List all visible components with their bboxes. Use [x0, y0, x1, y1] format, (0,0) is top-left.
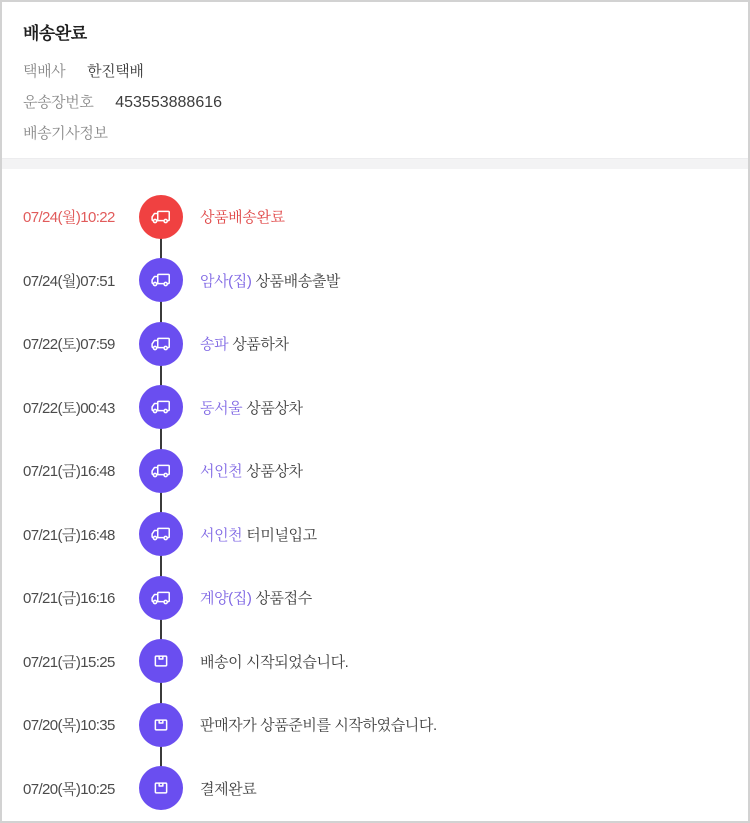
event-description: [200, 270, 340, 291]
event-datetime: 07/24(월)07:51: [23, 272, 115, 290]
event-location: 서인천: [200, 463, 243, 481]
event-datetime: 07/21(금)15:25: [23, 653, 115, 671]
timeline-event-row: [2, 757, 748, 821]
box-icon: [139, 703, 183, 747]
event-location: 송파: [200, 336, 229, 354]
event-description: [200, 651, 348, 672]
box-icon: [139, 766, 183, 810]
event-datetime: 07/22(토)07:59: [23, 336, 115, 354]
truck-icon: [139, 322, 183, 366]
timeline-event-row: [2, 376, 748, 440]
timeline-event-row: [2, 185, 748, 249]
courier-row: [23, 61, 748, 82]
timeline-event-row: [2, 312, 748, 376]
courier-label: 택배사: [23, 63, 66, 80]
event-datetime: 07/20(목)10:35: [23, 717, 115, 735]
event-description: [200, 206, 285, 227]
section-divider: [2, 158, 748, 169]
truck-icon: [139, 385, 183, 429]
event-status-text: 상품상차: [246, 463, 303, 481]
tracking-number-row: [23, 92, 748, 113]
event-datetime: 07/21(금)16:48: [23, 463, 115, 481]
event-description: [200, 714, 437, 735]
timeline-event-row: [2, 503, 748, 567]
page-title: 배송완료: [23, 24, 87, 43]
event-datetime: 07/20(목)10:25: [23, 780, 115, 798]
event-description: [200, 524, 317, 545]
event-location: 서인천: [200, 526, 243, 544]
event-datetime: 07/21(금)16:16: [23, 590, 115, 608]
event-status-text: 배송이 시작되었습니다.: [200, 653, 349, 671]
event-status-text: 상품배송완료: [200, 209, 285, 227]
event-status-text: 결제완료: [200, 780, 257, 798]
tracking-timeline: [2, 169, 748, 820]
truck-icon: [139, 449, 183, 493]
event-datetime: 07/24(월)10:22: [23, 209, 115, 227]
tracking-number-value: 453553888616: [115, 94, 223, 111]
truck-icon: [139, 195, 183, 239]
truck-icon: [139, 512, 183, 556]
event-description: [200, 397, 303, 418]
shipment-summary: [2, 2, 748, 158]
truck-icon: [139, 258, 183, 302]
event-description: [200, 778, 256, 799]
event-description: [200, 587, 312, 608]
timeline-event-row: [2, 249, 748, 313]
tracking-number-label: 운송장번호: [23, 94, 94, 111]
event-status-text: 상품상차: [246, 399, 303, 417]
courier-value: 한진택배: [87, 63, 144, 80]
event-datetime: 07/21(금)16:48: [23, 526, 115, 544]
timeline-event-row: [2, 439, 748, 503]
box-icon: [139, 639, 183, 683]
event-status-text: 터미널입고: [246, 526, 317, 544]
event-status-text: 상품배송출발: [255, 272, 341, 290]
driver-info-link[interactable]: 배송기사정보: [23, 125, 108, 142]
event-status-text: 상품접수: [255, 590, 312, 608]
event-description: [200, 460, 303, 481]
event-description: [200, 333, 289, 354]
truck-icon: [139, 576, 183, 620]
event-location: 암사(집): [200, 272, 252, 290]
event-location: 계양(집): [200, 590, 252, 608]
timeline-event-row: [2, 630, 748, 694]
event-status-text: 판매자가 상품준비를 시작하였습니다.: [200, 717, 437, 735]
timeline-event-row: [2, 566, 748, 630]
event-location: 동서울: [200, 399, 243, 417]
event-datetime: 07/22(토)00:43: [23, 399, 115, 417]
driver-info-row: [23, 123, 748, 144]
event-status-text: 상품하차: [232, 336, 289, 354]
timeline-event-row: [2, 693, 748, 757]
